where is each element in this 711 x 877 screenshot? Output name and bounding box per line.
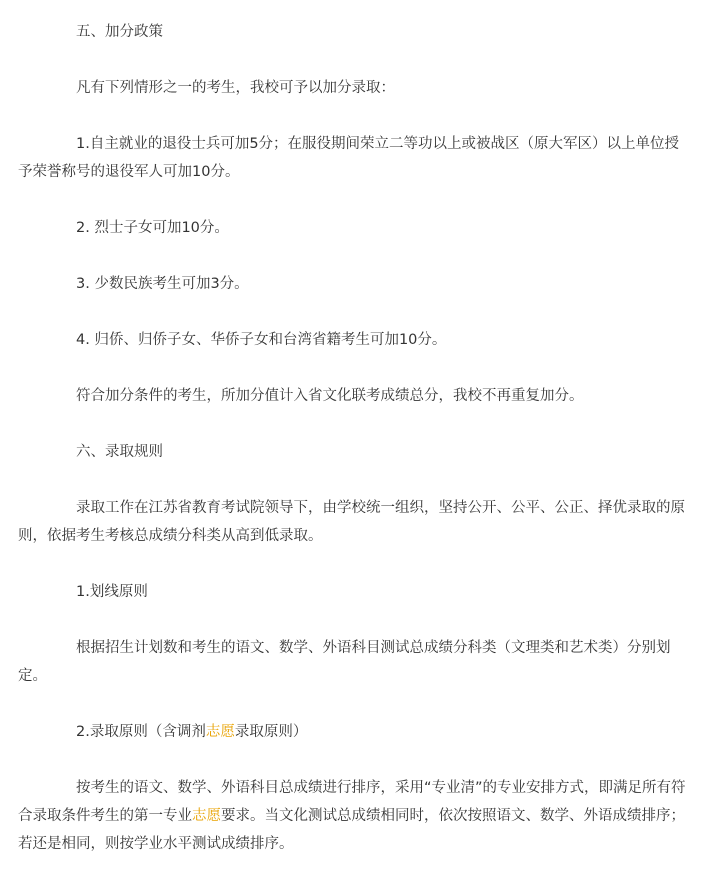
- cutoff-principle-paragraph: 根据招生计划数和考生的语文、数学、外语科目测试总成绩分科类（文理类和艺术类）分别划定。: [18, 640, 671, 684]
- volunteer-keyword-link-2[interactable]: 志愿: [192, 808, 221, 824]
- admission-principle-title-suffix: 录取原则）: [234, 724, 308, 740]
- section-heading-admission-rules: 六、录取规则: [76, 444, 163, 460]
- admission-principle-title-prefix: 2.录取原则（含调剂: [76, 724, 206, 740]
- subheading-admission-principle: [18, 718, 690, 746]
- bonus-item-veterans: 1.自主就业的退役士兵可加5分；在服役期间荣立二等功以上或被战区（原大军区）以上单位授予荣誉称号的退役军人可加10分。: [18, 136, 680, 180]
- volunteer-keyword-link[interactable]: 志愿: [205, 724, 235, 740]
- bonus-item-martyr-children: 2. 烈士子女可加10分。: [76, 220, 229, 236]
- admission-principle-body-suffix: 要求。当文化测试总成绩相同时，依次按照语文、数学、外语成绩排序；若还是相同，则按学业水平测试成绩排序。: [18, 808, 685, 852]
- admission-principle-body-prefix: 按考生的语文、数学、外语科目总成绩进行排序，采用“专业清”的专业安排方式，即满足所有符合录取条件考生的第一专业: [18, 780, 686, 824]
- bonus-item-ethnic-minority: 3. 少数民族考生可加3分。: [76, 276, 249, 292]
- bonus-item-overseas-chinese: 4. 归侨、归侨子女、华侨子女和台湾省籍考生可加10分。: [76, 332, 447, 348]
- admission-principle-paragraph: [18, 774, 690, 858]
- bonus-note-paragraph: 符合加分条件的考生，所加分值计入省文化联考成绩总分，我校不再重复加分。: [76, 388, 584, 404]
- admission-intro-paragraph: 录取工作在江苏省教育考试院领导下，由学校统一组织，坚持公开、公平、公正、择优录取的原则，依据考生考核总成绩分科类从高到低录取。: [18, 500, 685, 544]
- section-heading-bonus-policy: 五、加分政策: [76, 24, 163, 40]
- bonus-intro-paragraph: 凡有下列情形之一的考生，我校可予以加分录取：: [76, 80, 395, 96]
- subheading-cutoff-principle: 1.划线原则: [76, 584, 148, 600]
